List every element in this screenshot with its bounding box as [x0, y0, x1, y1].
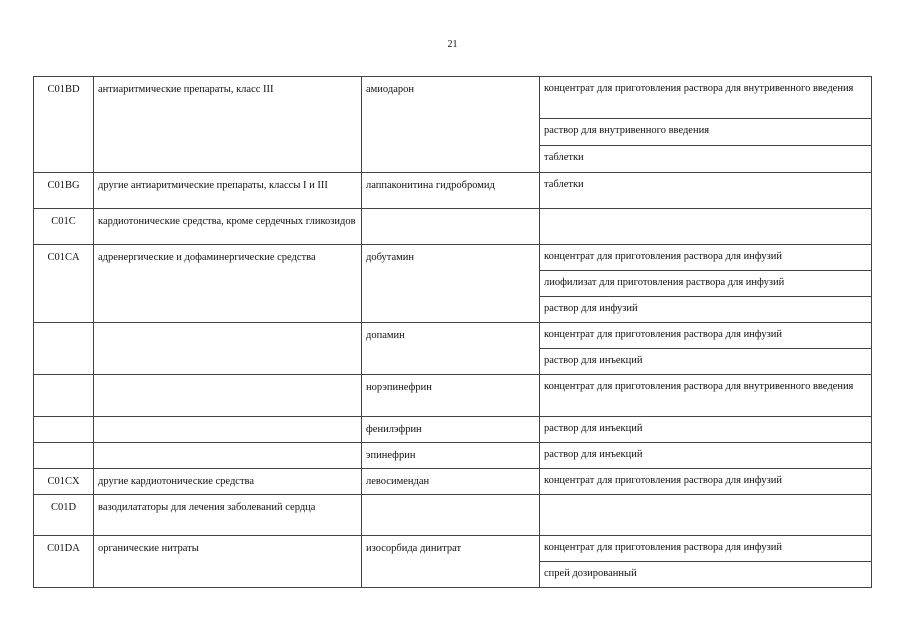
atc-code: C01CX: [34, 469, 94, 495]
group-name: адренергические и дофаминергические средства: [94, 245, 362, 323]
substance-name: левосимендан: [362, 469, 540, 495]
table-row: [34, 469, 872, 495]
atc-code: [34, 443, 94, 469]
atc-code: C01BD: [34, 77, 94, 173]
dosage-form: раствор для внутривенного введения: [540, 119, 872, 146]
dosage-form: концентрат для приготовления раствора для инфузий: [540, 536, 872, 562]
atc-code: C01BG: [34, 173, 94, 209]
dosage-form: раствор для инфузий: [540, 297, 872, 323]
dosage-form: концентрат для приготовления раствора для инфузий: [540, 323, 872, 349]
dosage-form: раствор для инъекций: [540, 443, 872, 469]
group-name: [94, 375, 362, 417]
substance-name: норэпинефрин: [362, 375, 540, 417]
atc-code: C01D: [34, 495, 94, 536]
group-name: [94, 443, 362, 469]
atc-code: [34, 417, 94, 443]
atc-code: [34, 375, 94, 417]
group-name: антиаритмические препараты, класс III: [94, 77, 362, 173]
group-name: [94, 417, 362, 443]
dosage-form: [540, 209, 872, 245]
dosage-form: спрей дозированный: [540, 562, 872, 588]
group-name: [94, 323, 362, 375]
substance-name: амиодарон: [362, 77, 540, 173]
dosage-form: раствор для инъекций: [540, 417, 872, 443]
group-name: другие кардиотонические средства: [94, 469, 362, 495]
table-row: [34, 173, 872, 209]
table-row: [34, 77, 872, 119]
dosage-form: концентрат для приготовления раствора для внутривенного введения: [540, 375, 872, 417]
table-row: [34, 209, 872, 245]
substance-name: эпинефрин: [362, 443, 540, 469]
dosage-form: таблетки: [540, 173, 872, 209]
drug-classification-table: [33, 76, 872, 588]
substance-name: лаппаконитина гидробромид: [362, 173, 540, 209]
dosage-form: раствор для инъекций: [540, 349, 872, 375]
dosage-form: концентрат для приготовления раствора для инфузий: [540, 469, 872, 495]
dosage-form: концентрат для приготовления раствора для инфузий: [540, 245, 872, 271]
atc-code: C01DA: [34, 536, 94, 588]
dosage-form: концентрат для приготовления раствора для внутривенного введения: [540, 77, 872, 119]
table-row: [34, 443, 872, 469]
group-name: органические нитраты: [94, 536, 362, 588]
substance-name: [362, 209, 540, 245]
dosage-form: [540, 495, 872, 536]
table-row: [34, 323, 872, 349]
dosage-form: лиофилизат для приготовления раствора для инфузий: [540, 271, 872, 297]
atc-code: C01CA: [34, 245, 94, 323]
substance-name: изосорбида динитрат: [362, 536, 540, 588]
table-row: [34, 245, 872, 271]
table-row: [34, 375, 872, 417]
atc-code: C01C: [34, 209, 94, 245]
page-number: 21: [447, 39, 458, 50]
substance-name: [362, 495, 540, 536]
table-row: [34, 536, 872, 562]
atc-code: [34, 323, 94, 375]
group-name: кардиотонические средства, кроме сердечных гликозидов: [94, 209, 362, 245]
substance-name: фенилэфрин: [362, 417, 540, 443]
group-name: другие антиаритмические препараты, классы I и III: [94, 173, 362, 209]
substance-name: добутамин: [362, 245, 540, 323]
table-row: [34, 495, 872, 536]
group-name: вазодилататоры для лечения заболеваний сердца: [94, 495, 362, 536]
dosage-form: таблетки: [540, 146, 872, 173]
substance-name: допамин: [362, 323, 540, 375]
table-row: [34, 417, 872, 443]
